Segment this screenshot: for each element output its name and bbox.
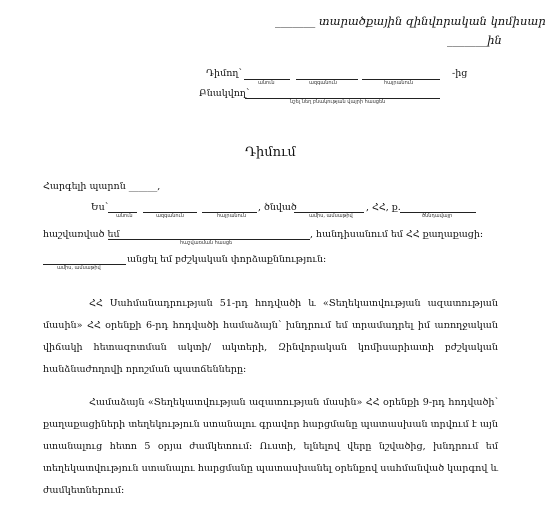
caption-name: անուն [258,80,275,86]
caption-name: անուն [116,213,133,219]
caption-patronymic: հայրանուն [217,213,247,219]
registered-label: հաշվառված եմ [43,229,120,240]
caption-date: ամիս, ամսաթիվ [309,213,353,219]
born-label: , ծնված [258,202,297,213]
addressee-suffix: _______ին [447,33,502,47]
caption-registration-address: հաշվառման հասցե [180,240,233,246]
caption-surname: ազգանուն [156,213,184,219]
caption-patronymic: հայրանուն [384,80,414,86]
addressee-line: _______ տարածքային զինվորական կոմիսար [275,14,546,28]
address-label: Բնակվող՝ [199,88,250,99]
document-title: Դիմում [245,145,296,160]
applicant-suffix: -ից [452,68,468,79]
salutation: Հարգելի պարոն ______, [43,181,161,192]
caption-birthplace: ծննդավայր [422,213,453,219]
paragraph-legal-basis: Համաձայն «Տեղեկատվության ազատության մասին» ՀՀ օրենքի 9-րդ հոդվածի՝ քաղաքացիների տեղեկություն ստանալու գրավոր հարցմանը պատասխան տրվում է այն ստանալուց հետո 5 օրյա ժամկետում: Ուստի, ելնելով վերը նշվածից, խնդրում եմ տեղեկատվություն ստանալու հարցմանը պատասխանել օրենքով սահմանված կարգով և ժամկետներում: [43,397,499,496]
applicant-label: Դիմող՝ [206,68,242,79]
caption-exam-date: ամիս, ամսաթիվ [57,265,101,271]
caption-surname: ազգանուն [309,80,337,86]
paragraph-request: ՀՀ Սահմանադրության 51-րդ հոդվածի և «Տեղեկատվության ազատության մասին» ՀՀ օրենքի 6-րդ հոդվածի համաձայն՝ խնդրում եմ տրամադրել իմ առողջական վիճակի հետազոտման ակտի/ ակտերի, Զինվորական կոմիսարիատի բժշկական հանձնաժողովի որոշման պատճենները: [43,298,498,375]
citizen-label: , հանդիսանում եմ ՀՀ քաղաքացի: [310,229,484,240]
year-city-label: , ՀՀ, ք. [366,202,401,213]
caption-address: նշել նեղ բնակության վայրի հասցեն [290,99,386,105]
i-am-label: Ես՝ [91,202,109,213]
medical-exam-label: անցել եմ բժշկական փորձաքննություն: [127,254,327,265]
